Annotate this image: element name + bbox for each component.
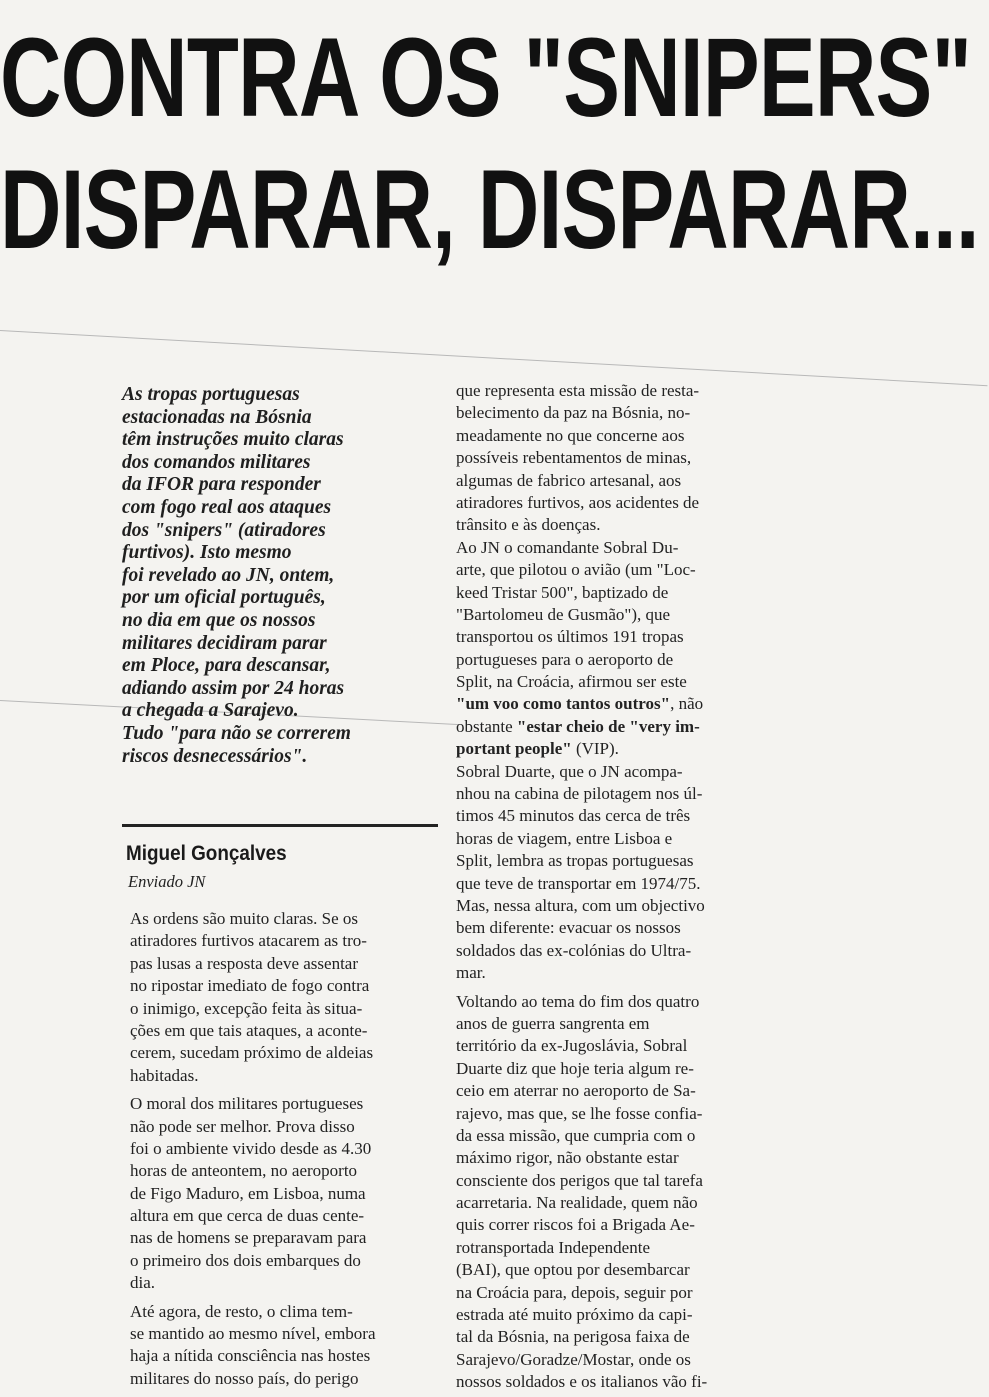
body-line: algumas de fabrico artesanal, aos — [456, 470, 682, 490]
body-line: habitadas. — [130, 1065, 199, 1085]
body-line: altura em que cerca de duas cente- — [130, 1206, 365, 1226]
body-line: militares do nosso país, do perigo — [130, 1368, 359, 1388]
lede-line: em Ploce, para descansar, — [122, 655, 331, 677]
headline-line-2: DISPARAR, DISPARAR... — [0, 147, 979, 272]
body-line: anos de guerra sangrenta em — [456, 1013, 650, 1033]
body-line: no ripostar imediato de fogo contra — [130, 976, 370, 996]
body-line: haja a nítida consciência nas hostes — [130, 1346, 371, 1366]
body-line: dia. — [130, 1273, 156, 1293]
scan-artifact-line — [0, 330, 987, 386]
body-line: As ordens são muito claras. Se os — [130, 909, 359, 928]
body-line: portugueses para o aeroporto de — [456, 649, 674, 669]
lede-line: têm instruções muito claras — [122, 429, 344, 451]
lede-line: Tudo "para não se correrem — [122, 722, 351, 744]
body-line: da essa missão, que cumpria com o — [456, 1125, 696, 1145]
body-line: O moral dos militares portugueses — [130, 1094, 364, 1114]
body-line: belecimento da paz na Bósnia, no- — [456, 403, 691, 423]
body-line: timos 45 minutos das cerca de três — [456, 806, 691, 826]
bold-quote: "estar cheio de "very im- — [516, 716, 700, 736]
body-line: rotransportada Independente — [456, 1237, 650, 1257]
body-line: estrada até muito próximo da capi- — [456, 1305, 693, 1325]
body-line: soldados das ex-colónias do Ultra- — [456, 940, 692, 960]
body-line: Mas, nessa altura, com um objectivo — [456, 895, 705, 915]
lede-line: furtivos). Isto mesmo — [122, 542, 292, 564]
left-body-column — [130, 908, 438, 1390]
body-line: consciente dos perigos que tal tarefa — [456, 1170, 703, 1190]
body-line: ceio em aterrar no aeroporto de Sa- — [456, 1081, 696, 1101]
lede-line: riscos desnecessários". — [122, 745, 308, 767]
body-line: keed Tristar 500", baptizado de — [456, 582, 669, 602]
body-fragment: (VIP). — [571, 739, 619, 759]
body-line: Duarte diz que hoje teria algum re- — [456, 1058, 694, 1078]
bold-quote: "um voo como tantos outros" — [456, 694, 671, 714]
body-line: que representa esta missão de resta- — [456, 381, 700, 400]
body-fragment: , não — [670, 694, 704, 714]
body-line: o primeiro dos dois embarques do — [130, 1250, 361, 1270]
lede-line: adiando assim por 24 horas — [122, 677, 345, 699]
body-line: "Bartolomeu de Gusmão"), que — [456, 604, 671, 624]
body-line: de Figo Maduro, em Lisboa, numa — [130, 1183, 366, 1203]
lede-line: no dia em que os nossos — [122, 609, 316, 631]
byline-rule — [122, 824, 438, 827]
body-line: acarretaria. Na realidade, quem não — [456, 1193, 698, 1213]
lede-line: dos comandos militares — [122, 451, 311, 473]
body-line: horas de viagem, entre Lisboa e — [456, 828, 673, 848]
body-line: meadamente no que concerne aos — [456, 425, 685, 445]
byline-role: Enviado JN — [128, 872, 206, 891]
body-line: Split, na Croácia, afirmou ser este — [456, 672, 687, 692]
lede-line: estacionadas na Bósnia — [122, 406, 312, 428]
body-line: na Croácia para, depois, seguir por — [456, 1282, 693, 1302]
lede-line: As tropas portuguesas — [122, 384, 300, 405]
body-line — [456, 716, 788, 738]
body-line: bem diferente: evacuar os nossos — [456, 918, 681, 938]
body-line: Voltando ao tema do fim dos quatro — [456, 991, 700, 1011]
body-line: rajevo, mas que, se lhe fosse confia- — [456, 1103, 703, 1123]
body-line: Sarajevo/Goradze/Mostar, onde os — [456, 1349, 691, 1369]
body-line: máximo rigor, não obstante estar — [456, 1148, 679, 1168]
body-line: foi o ambiente vivido desde as 4.30 — [130, 1138, 372, 1158]
lede-line: militares decidiram parar — [122, 632, 327, 654]
body-line — [456, 738, 788, 760]
body-line: trânsito e às doenças. — [456, 515, 601, 535]
body-line: pas lusas a resposta deve assentar — [130, 953, 359, 973]
body-line: tal da Bósnia, na perigosa faixa de — [456, 1327, 690, 1347]
body-line: Ao JN o comandante Sobral Du- — [456, 537, 679, 557]
body-line: Split, lembra as tropas portuguesas — [456, 851, 694, 871]
body-line: (BAI), que optou por desembarcar — [456, 1260, 690, 1280]
body-line: Até agora, de resto, o clima tem- — [130, 1301, 353, 1321]
body-fragment: obstante — [456, 716, 517, 736]
body-line: horas de anteontem, no aeroporto — [130, 1161, 358, 1181]
body-line: quis correr riscos foi a Brigada Ae- — [456, 1215, 695, 1235]
lede-line: a chegada a Sarajevo. — [122, 700, 299, 722]
bold-quote: portant people" — [456, 739, 572, 759]
body-line: nossos soldados e os italianos vão fi- — [456, 1372, 708, 1392]
body-line: nhou na cabina de pilotagem nos úl- — [456, 784, 703, 804]
body-line: que teve de transportar em 1974/75. — [456, 873, 701, 893]
body-line: se mantido ao mesmo nível, embora — [130, 1324, 376, 1344]
body-line: mar. — [456, 963, 486, 983]
lede-line: foi revelado ao JN, ontem, — [122, 564, 335, 586]
byline-author: Miguel Gonçalves — [126, 842, 287, 865]
body-line: arte, que pilotou o avião (um "Loc- — [456, 560, 696, 580]
body-line: território da ex-Jugoslávia, Sobral — [456, 1036, 688, 1056]
body-line — [456, 693, 788, 715]
lede-line: com fogo real aos ataques — [122, 496, 332, 518]
body-line: o inimigo, excepção feita às situa- — [130, 998, 363, 1018]
body-line: possíveis rebentamentos de minas, — [456, 448, 692, 468]
lede-line: dos "snipers" (atiradores — [122, 519, 326, 541]
body-line: cerem, sucedam próximo de aldeias — [130, 1043, 374, 1063]
body-line: não pode ser melhor. Prova disso — [130, 1116, 355, 1136]
body-line: atiradores furtivos, aos acidentes de — [456, 492, 700, 512]
body-line: atiradores furtivos atacarem as tro- — [130, 931, 367, 951]
headline-line-1: CONTRA OS "SNIPERS" — [0, 15, 972, 140]
lede-line: da IFOR para responder — [122, 474, 321, 496]
right-body-column — [456, 380, 788, 1394]
body-line: Sobral Duarte, que o JN acompa- — [456, 761, 683, 781]
body-line: nas de homens se preparavam para — [130, 1228, 367, 1248]
body-line: transportou os últimos 191 tropas — [456, 627, 684, 647]
body-line: ções em que tais ataques, a aconte- — [130, 1020, 368, 1040]
lede-paragraph — [122, 384, 440, 768]
lede-line: por um oficial português, — [122, 587, 326, 609]
